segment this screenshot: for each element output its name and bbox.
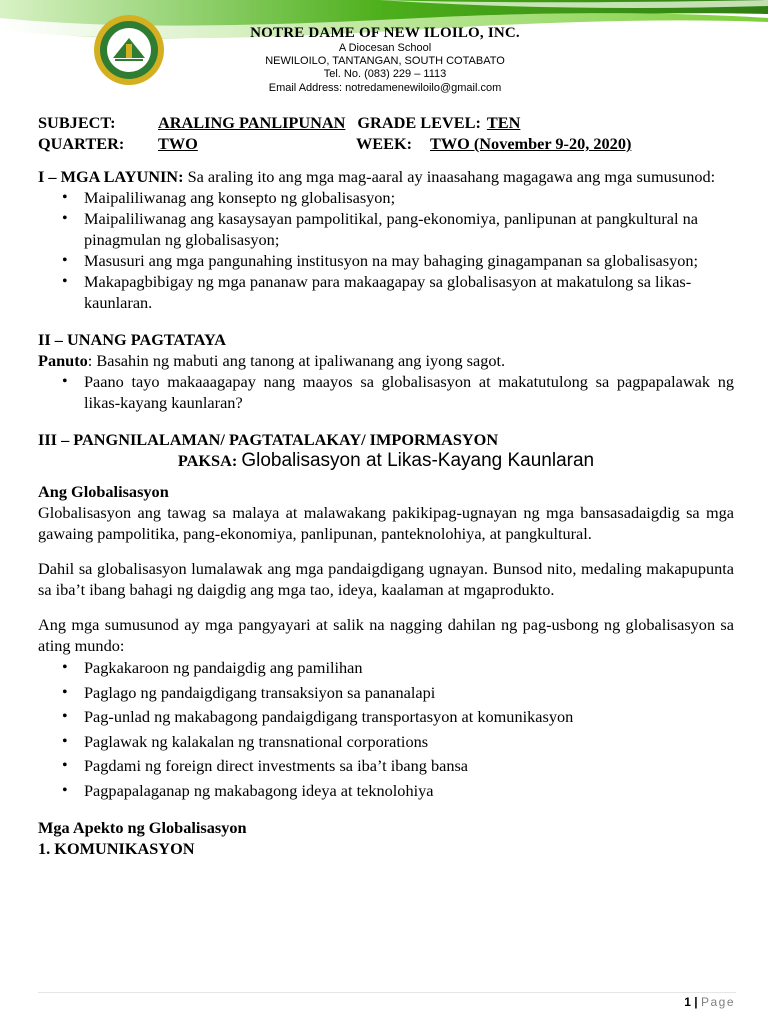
page-number: 1 — [684, 995, 691, 1009]
pretest-heading: II – UNANG PAGTATAYA — [38, 330, 227, 349]
page-word: Page — [700, 995, 735, 1009]
topic-label: PAKSA: — [177, 451, 238, 470]
school-email: Email Address: notredamenewiloilo@gmail.com — [268, 81, 502, 94]
globalization-paragraph-3: Ang mga sumusunod ay mga pangyayari at salik na nagging dahilan ng pag-usbong ng globalisasyon sa ating mundo: — [38, 615, 734, 655]
objectives-intro-text: Sa araling ito ang mga mag-aaral ay inaasahang magagawa ang mga sumusunod: — [183, 167, 716, 186]
content-heading: III – PANGNILALAMAN/ PAGTATALAKAY/ IMPORMASYON — [38, 430, 499, 449]
list-item: • Maipaliliwanag ang kasaysayan pampolitikal, pang-ekonomiya, panlipunan at pangkultural na pinagmulan ng globalisasyon; — [84, 208, 734, 250]
school-name: NOTRE DAME OF NEW ILOILO, INC. — [250, 25, 520, 41]
objectives-heading: I – MGA LAYUNIN: — [38, 167, 184, 186]
subject-label: SUBJECT: — [38, 113, 116, 132]
school-seal-logo — [93, 14, 165, 86]
globalization-paragraph-1: Globalisasyon ang tawag sa malaya at malawakang pakikipag-ugnayan ng mga bansasadaigdig sa mga gawaing pampolitika, pang-ekonomiya, panlipunan, panteknolohiya, at pangkultural. — [38, 503, 734, 543]
list-item: • Pagkakaroon ng pandaigdig ang pamilihan — [84, 656, 734, 681]
week-label: WEEK: — [356, 134, 413, 153]
page-separator: | — [694, 995, 698, 1009]
school-subtitle: A Diocesan School — [338, 42, 432, 54]
document-body — [38, 112, 734, 859]
instruction-label: Panuto — [38, 351, 88, 370]
effects-heading: Mga Apekto ng Globalisasyon — [38, 818, 247, 837]
topic-line — [38, 450, 734, 471]
list-item: • Paglawak ng kalakalan ng transnational corporations — [84, 730, 734, 755]
subject-value: ARALING PANLIPUNAN — [158, 113, 346, 132]
footer-divider — [38, 992, 736, 993]
list-item: • Masusuri ang mga pangunahing institusyon na may bahaging ginagampanan sa globalisasyon; — [84, 250, 734, 271]
school-header — [170, 24, 600, 95]
list-item: • Pagdami ng foreign direct investments sa iba’t ibang bansa — [84, 754, 734, 779]
quarter-value: TWO — [158, 134, 198, 153]
globalization-subheading: Ang Globalisasyon — [38, 482, 169, 501]
quarter-label: QUARTER: — [38, 134, 125, 153]
school-telephone: Tel. No. (083) 229 – 1113 — [323, 68, 447, 81]
topic-title: Globalisasyon at Likas-Kayang Kaunlaran — [241, 450, 595, 471]
week-value: TWO (November 9-20, 2020) — [430, 134, 632, 153]
list-item: • Paano tayo makaaagapay nang maayos sa globalisasyon at makatutulong sa pagpapalawak ng likas-kayang kaunlaran? — [84, 371, 734, 413]
grade-level-value: TEN — [486, 113, 521, 132]
factors-list — [38, 656, 734, 803]
list-item: • Pag-unlad ng makabagong pandaigdigang transportasyon at komunikasyon — [84, 705, 734, 730]
effects-item-communication: 1. KOMUNIKASYON — [38, 839, 195, 858]
objectives-list — [38, 187, 734, 313]
list-item: • Maipaliliwanag ang konsepto ng globalisasyon; — [84, 187, 734, 208]
pretest-instruction — [38, 350, 734, 371]
subject-row — [38, 112, 734, 133]
list-item: • Pagpapalaganap ng makabagong ideya at teknolohiya — [84, 779, 734, 804]
quarter-row — [38, 133, 734, 154]
list-item: • Paglago ng pandaigdigang transaksiyon sa pananalapi — [84, 681, 734, 706]
grade-level-label: GRADE LEVEL: — [357, 113, 481, 132]
instruction-text: : Basahin ng mabuti ang tanong at ipaliwanang ang iyong sagot. — [87, 351, 506, 370]
list-item: • Makapagbibigay ng mga pananaw para makaagapay sa globalisasyon at makatulong sa likas-kaunlaran. — [84, 271, 734, 313]
page-footer — [684, 995, 735, 1009]
objectives-intro — [38, 166, 734, 187]
school-address: NEWILOILO, TANTANGAN, SOUTH COTABATO — [265, 55, 505, 68]
pretest-list — [38, 371, 734, 413]
globalization-paragraph-2: Dahil sa globalisasyon lumalawak ang mga pandaigdigang ugnayan. Bunsod nito, medaling makapupunta sa iba’t ibang bahagi ng daigdig ang mga tao, ideya, kaalaman at mgaprodukto. — [38, 559, 734, 599]
